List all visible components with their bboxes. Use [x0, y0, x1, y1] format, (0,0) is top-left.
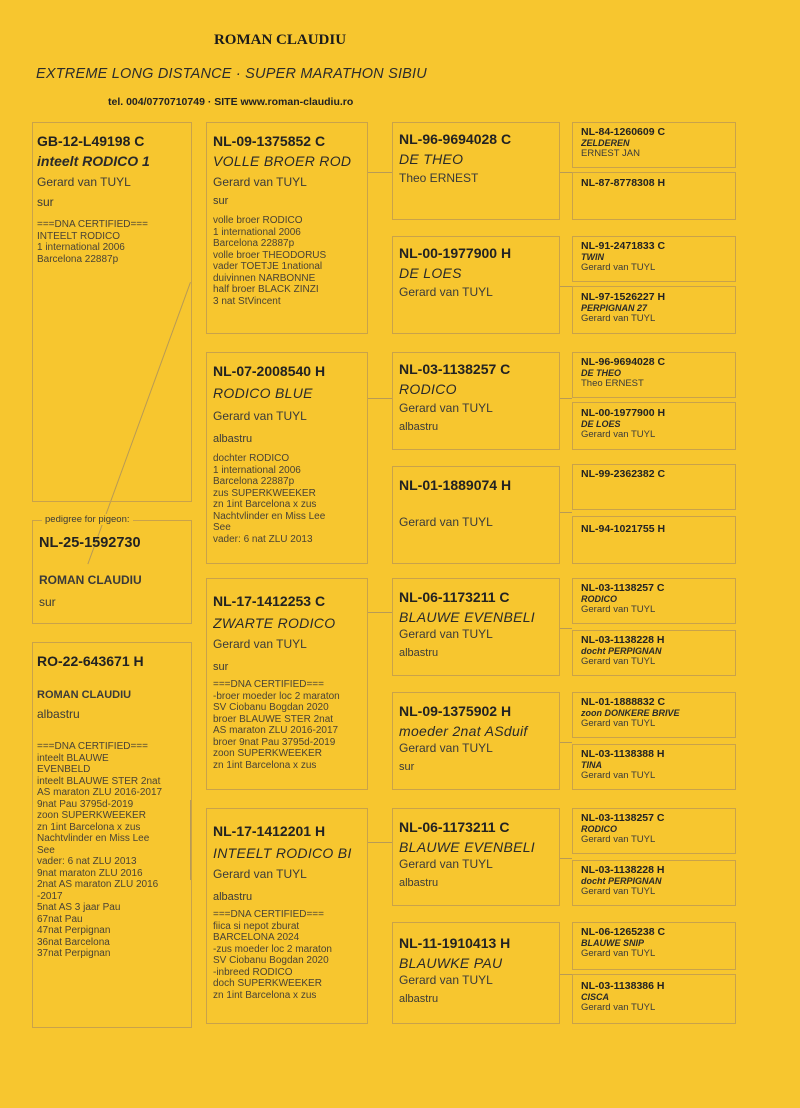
connector-line — [368, 398, 393, 399]
gen4-card[interactable] — [572, 122, 736, 168]
gen3-ring: NL-06-1173211 C — [399, 819, 510, 835]
gen3-ring: NL-96-9694028 C — [399, 131, 512, 147]
connector-line — [560, 858, 572, 859]
page-title: ROMAN CLAUDIU — [213, 32, 347, 48]
subject-owner: ROMAN CLAUDIU — [39, 573, 142, 587]
gen4-ring: NL-91-2471833 C — [581, 240, 666, 252]
gen3-name: BLAUWE EVENBELI — [399, 839, 535, 855]
gen4-name: docht PERPIGNAN — [581, 646, 662, 656]
gen3-card[interactable] — [392, 922, 560, 1024]
gen2-card[interactable] — [206, 808, 368, 1024]
gen2-notes: ===DNA CERTIFIED=== -broer moeder loc 2 maraton SV Ciobanu Bogdan 2020 broer BLAUWE STER 2nat AS maraton ZLU 2016-2017 broer 9nat Pau 3795d-2019 zoon SUPERKWEEKER zn 1int Barcelona x zus — [213, 679, 340, 771]
gen3-name: moeder 2nat ASduif — [399, 723, 528, 739]
gen4-ring: NL-01-1888832 C — [581, 696, 666, 708]
gen3-color: sur — [399, 761, 415, 773]
connector-line — [368, 612, 393, 613]
gen4-name: CISCA — [581, 992, 610, 1002]
sire-breeder: Gerard van TUYL — [37, 175, 131, 189]
gen2-ring: NL-09-1375852 C — [213, 133, 326, 149]
connector-line — [560, 628, 572, 629]
gen3-breeder: Gerard van TUYL — [399, 285, 493, 299]
gen4-breeder: Gerard van TUYL — [581, 262, 656, 273]
gen2-name: INTEELT RODICO BI — [213, 845, 352, 861]
gen3-card[interactable] — [392, 236, 560, 334]
gen4-breeder: Gerard van TUYL — [581, 656, 656, 667]
gen2-name: RODICO BLUE — [213, 385, 313, 401]
subject-color: sur — [39, 595, 56, 609]
dam-name — [37, 673, 187, 689]
gen2-card[interactable] — [206, 122, 368, 334]
contact-line: tel. 004/0770710749 · SITE www.roman-claudiu.ro — [108, 96, 354, 108]
gen4-name: zoon DONKERE BRIVE — [581, 708, 680, 718]
gen4-ring: NL-03-1138257 C — [581, 812, 665, 824]
gen3-ring: NL-11-1910413 H — [399, 935, 511, 951]
subject-ring: NL-25-1592730 — [39, 535, 141, 551]
gen2-notes: ===DNA CERTIFIED=== fiica si nepot zburat BARCELONA 2024 -zus moeder loc 2 maraton SV Ciobanu Bogdan 2020 -inbreed RODICO doch SUPERKWEEKER zn 1int Barcelona x zus — [213, 909, 332, 1001]
connector-line — [560, 286, 572, 287]
gen3-card[interactable] — [392, 466, 560, 564]
dam-ring: RO-22-643671 H — [37, 653, 144, 669]
gen4-card[interactable] — [572, 860, 736, 906]
gen3-color: albastru — [399, 877, 439, 889]
gen4-card[interactable] — [572, 402, 736, 450]
dam-breeder: ROMAN CLAUDIU — [37, 689, 132, 701]
gen4-name: ZELDEREN — [581, 138, 630, 148]
sire-name: inteelt RODICO 1 — [37, 153, 150, 169]
gen3-name: BLAUWKE PAU — [399, 955, 503, 971]
gen2-ring: NL-17-1412253 C — [213, 593, 326, 609]
gen3-name: BLAUWE EVENBELI — [399, 609, 535, 625]
gen4-breeder: Gerard van TUYL — [581, 834, 656, 845]
gen3-breeder: Theo ERNEST — [399, 171, 479, 185]
gen3-card[interactable] — [392, 122, 560, 220]
gen2-breeder: Gerard van TUYL — [213, 637, 307, 651]
gen4-name: RODICO — [581, 824, 617, 834]
gen4-card[interactable] — [572, 974, 736, 1024]
gen4-name: PERPIGNAN 27 — [581, 303, 648, 313]
sire-card[interactable] — [32, 122, 192, 502]
gen3-breeder: Gerard van TUYL — [399, 857, 493, 871]
gen3-breeder: Gerard van TUYL — [399, 515, 493, 529]
gen3-color: albastru — [399, 421, 439, 433]
gen3-name: DE THEO — [399, 151, 464, 167]
gen4-breeder: Gerard van TUYL — [581, 313, 656, 324]
gen4-card[interactable] — [572, 692, 736, 738]
gen4-name: BLAUWE SNIP — [581, 938, 644, 948]
gen4-card[interactable] — [572, 236, 736, 282]
gen4-breeder: ERNEST JAN — [581, 148, 640, 159]
gen4-ring: NL-97-1526227 H — [581, 291, 666, 303]
gen4-ring: NL-94-1021755 H — [581, 523, 666, 535]
gen4-card[interactable] — [572, 922, 736, 970]
gen4-ring: NL-96-9694028 C — [581, 356, 666, 368]
dam-notes: ===DNA CERTIFIED=== inteelt BLAUWE EVENBELD inteelt BLAUWE STER 2nat AS maraton ZLU 2016-2017 9nat Pau 3795d-2019 zoon SUPERKWEEKER zn 1int Barcelona x zus Nachtvlinder en Miss Lee See vader: 6 nat ZLU 2013 9nat maraton ZLU 2016 2nat AS maraton ZLU 2016 -2017 5nat AS 3 jaar Pau 67nat Pau 47nat Perpignan 36nat Barcelona 37nat Perpignan — [37, 741, 163, 959]
connector-line — [368, 172, 393, 173]
gen4-card[interactable] — [572, 352, 736, 398]
connector-line — [368, 842, 393, 843]
gen2-notes: volle broer RODICO 1 international 2006 Barcelona 22887p volle broer THEODORUS vader TOETJE 1national duivinnen NARBONNE half broer BLACK ZINZI 3 nat StVincent — [213, 215, 327, 307]
gen3-ring: NL-00-1977900 H — [399, 245, 512, 261]
connector-line — [560, 974, 572, 975]
gen4-breeder: Gerard van TUYL — [581, 718, 656, 729]
gen3-ring: NL-03-1138257 C — [399, 361, 511, 377]
gen3-breeder: Gerard van TUYL — [399, 741, 493, 755]
gen4-card[interactable] — [572, 172, 736, 220]
gen3-card[interactable] — [392, 352, 560, 450]
gen3-ring: NL-01-1889074 H — [399, 477, 512, 493]
gen4-ring: NL-99-2362382 C — [581, 468, 666, 480]
gen3-breeder: Gerard van TUYL — [399, 401, 493, 415]
gen2-card[interactable] — [206, 578, 368, 790]
gen4-card[interactable] — [572, 744, 736, 790]
page-subtitle: EXTREME LONG DISTANCE · SUPER MARATHON SIBIU — [36, 66, 427, 82]
gen2-breeder: Gerard van TUYL — [213, 867, 307, 881]
gen4-card[interactable] — [572, 578, 736, 624]
gen2-color: albastru — [213, 891, 253, 903]
gen3-color: albastru — [399, 993, 439, 1005]
sire-notes: ===DNA CERTIFIED=== INTEELT RODICO 1 international 2006 Barcelona 22887p — [37, 219, 148, 265]
gen4-card[interactable] — [572, 286, 736, 334]
gen4-breeder: Gerard van TUYL — [581, 429, 656, 440]
gen3-breeder: Gerard van TUYL — [399, 627, 493, 641]
gen2-name: ZWARTE RODICO — [213, 615, 336, 631]
gen2-color: sur — [213, 661, 229, 673]
connector-line — [560, 742, 572, 743]
gen4-card[interactable] — [572, 516, 736, 564]
gen4-ring: NL-03-1138388 H — [581, 748, 665, 760]
gen3-ring: NL-06-1173211 C — [399, 589, 510, 605]
gen4-ring: NL-06-1265238 C — [581, 926, 666, 938]
gen2-ring: NL-07-2008540 H — [213, 363, 326, 379]
gen4-breeder: Gerard van TUYL — [581, 770, 656, 781]
gen4-ring: NL-87-8778308 H — [581, 177, 666, 189]
gen4-card[interactable] — [572, 464, 736, 510]
gen4-ring: NL-03-1138257 C — [581, 582, 665, 594]
gen4-breeder: Gerard van TUYL — [581, 604, 656, 615]
gen3-name — [399, 493, 553, 505]
gen3-ring: NL-09-1375902 H — [399, 703, 512, 719]
gen2-breeder: Gerard van TUYL — [213, 409, 307, 423]
gen2-notes: dochter RODICO 1 international 2006 Barcelona 22887p zus SUPERKWEEKER zn 1int Barcelona x zus Nachtvlinder en Miss Lee See vader: 6 nat ZLU 2013 — [213, 453, 326, 545]
connector-line — [560, 172, 572, 173]
gen4-name: docht PERPIGNAN — [581, 876, 662, 886]
dam-color: albastru — [37, 707, 80, 721]
gen3-name: DE LOES — [399, 265, 462, 281]
gen3-name: RODICO — [399, 381, 457, 397]
gen4-card[interactable] — [572, 808, 736, 854]
gen4-name: DE THEO — [581, 368, 622, 378]
gen4-ring: NL-03-1138228 H — [581, 864, 665, 876]
dam-card[interactable] — [32, 642, 192, 1028]
gen4-card[interactable] — [572, 630, 736, 676]
gen2-card[interactable] — [206, 352, 368, 564]
gen4-name: DE LOES — [581, 419, 621, 429]
gen3-card[interactable] — [392, 692, 560, 790]
gen4-name: TINA — [581, 760, 602, 770]
gen2-name: VOLLE BROER ROD — [213, 153, 352, 169]
gen3-card[interactable] — [392, 808, 560, 906]
gen3-breeder: Gerard van TUYL — [399, 973, 493, 987]
gen2-color: albastru — [213, 433, 253, 445]
connector-line — [560, 398, 572, 399]
gen4-breeder: Gerard van TUYL — [581, 886, 656, 897]
sire-ring: GB-12-L49198 C — [37, 133, 145, 149]
gen2-color: sur — [213, 195, 229, 207]
gen4-name: RODICO — [581, 594, 617, 604]
gen4-name: TWIN — [581, 252, 604, 262]
gen3-color: albastru — [399, 647, 439, 659]
gen4-breeder: Gerard van TUYL — [581, 948, 656, 959]
pedigree-label: pedigree for pigeon: — [42, 514, 133, 525]
gen4-ring: NL-00-1977900 H — [581, 407, 666, 419]
gen4-breeder: Theo ERNEST — [581, 378, 644, 389]
gen3-card[interactable] — [392, 578, 560, 676]
gen2-ring: NL-17-1412201 H — [213, 823, 326, 839]
gen2-breeder: Gerard van TUYL — [213, 175, 307, 189]
gen4-ring: NL-84-1260609 C — [581, 126, 666, 138]
gen4-ring: NL-03-1138228 H — [581, 634, 665, 646]
gen4-breeder: Gerard van TUYL — [581, 1002, 656, 1013]
connector-line — [560, 512, 572, 513]
subject-card[interactable] — [32, 520, 192, 624]
sire-color: sur — [37, 195, 54, 209]
gen4-ring: NL-03-1138386 H — [581, 980, 665, 992]
